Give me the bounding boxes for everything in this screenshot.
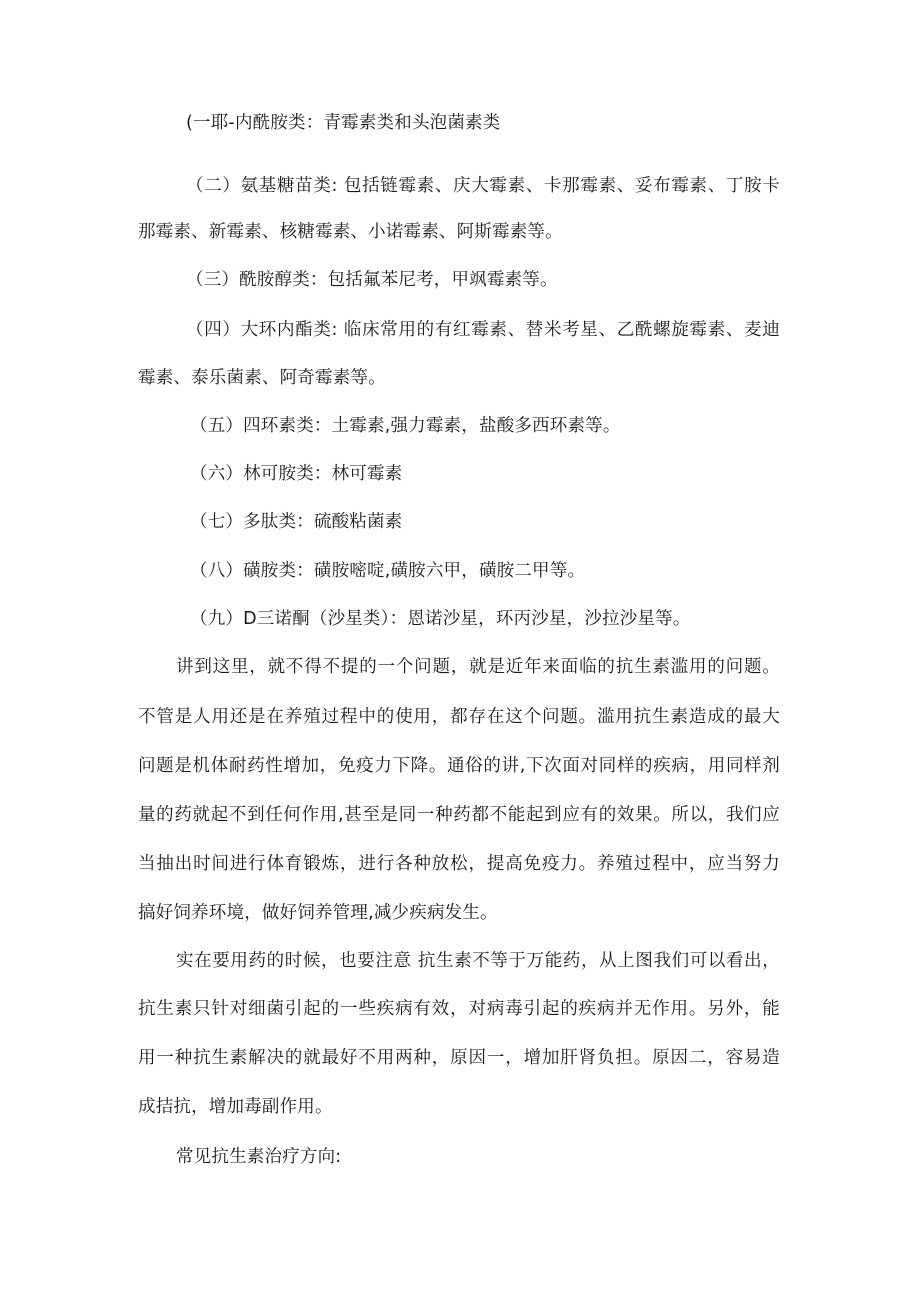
paragraph-1-line-3: 问题是机体耐药性增加，免疫力下降。通俗的讲,下次面对同样的疾病，用同样剂 <box>138 756 780 776</box>
class-item-5: （五）四环素类：土霉素,强力霉素，盐酸多西环素等。 <box>190 416 621 436</box>
class-item-7: （七）多肽类：硫酸粘菌素 <box>190 512 403 532</box>
paragraph-1-line-5: 当抽出时间进行体育锻炼，进行各种放松，提高免疫力。养殖过程中，应当努力 <box>138 854 780 874</box>
class-item-1: (一耶-内酰胺类：青霉素类和头泡菌素类 <box>186 113 501 133</box>
class-item-9: （九）D三诺酮（沙星类）：恩诺沙星，环丙沙星，沙拉沙星等。 <box>190 609 691 629</box>
paragraph-2-line-2: 抗生素只针对细菌引起的一些疾病有效，对病毒引起的疾病并无作用。另外，能 <box>138 999 780 1019</box>
paragraph-3-line-1: 常见抗生素治疗方向: <box>176 1147 342 1167</box>
paragraph-2-line-4: 成拮抗，增加毒副作用。 <box>138 1097 333 1117</box>
class-item-2-line-1: （二）氨基糖苗类: 包括链霉素、庆大霉素、卡那霉素、妥布霉素、丁胺卡 <box>186 176 780 196</box>
paragraph-1-line-2: 不管是人用还是在养殖过程中的使用，都存在这个问题。滥用抗生素造成的最大 <box>138 707 780 727</box>
paragraph-2-line-3: 用一种抗生素解决的就最好不用两种，原因一，增加肝肾负担。原因二，容易造 <box>138 1048 780 1068</box>
class-item-2-line-2: 那霉素、新霉素、核糖霉素、小诺霉素、阿斯霉素等。 <box>138 222 563 242</box>
paragraph-2-line-1: 实在要用药的时候，也要注意 抗生素不等于万能药，从上图我们可以看出， <box>176 951 780 971</box>
paragraph-1-line-1: 讲到这里，就不得不提的一个问题，就是近年来面临的抗生素滥用的问题。 <box>176 657 780 677</box>
class-item-3: （三）酰胺醇类：包括氟苯尼考，甲飒霉素等。 <box>186 270 558 290</box>
paragraph-1-line-4: 量的药就起不到任何作用,甚至是同一种药都不能起到应有的效果。所以，我们应 <box>138 805 780 825</box>
class-item-4-line-1: （四）大环内酯类: 临床常用的有红霉素、替米考星、乙酰螺旋霉素、麦迪 <box>186 320 780 340</box>
paragraph-1-line-6: 搞好饲养环境，做好饲养管理,减少疾病发生。 <box>138 903 498 923</box>
class-item-8: （八）磺胺类：磺胺嘧啶,磺胺六甲，磺胺二甲等。 <box>190 561 586 581</box>
class-item-4-line-2: 霉素、泰乐菌素、阿奇霉素等。 <box>138 368 386 388</box>
class-item-6: （六）林可胺类：林可霉素 <box>190 464 403 484</box>
